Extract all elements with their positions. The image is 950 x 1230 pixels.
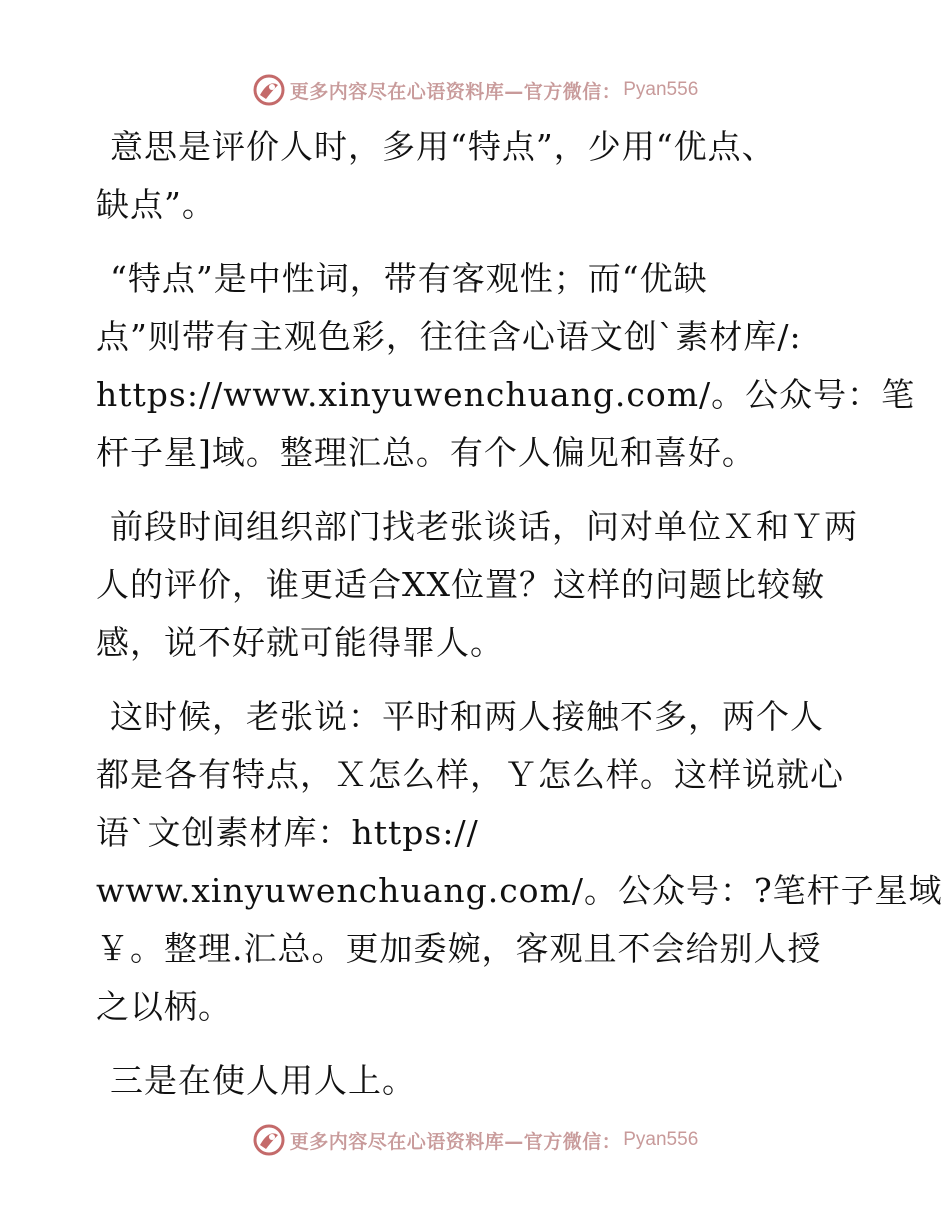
brand-logo-icon (252, 1123, 286, 1157)
document-body (96, 118, 943, 1126)
paragraph-5 (96, 1052, 856, 1110)
text-line: 缺点”。 (96, 185, 216, 224)
banner-text: 更多内容尽在心语资料库—官方微信： (289, 1130, 622, 1153)
paragraph-3 (96, 498, 856, 672)
text-line: ￥。整理.汇总。更加委婉，客观且不会给别人授 (96, 929, 822, 968)
text-line: “特点”是中性词，带有客观性；而“优缺 (110, 259, 708, 298)
paragraph-2 (96, 250, 916, 482)
text-line: 感，说不好就可能得罪人。 (96, 623, 504, 662)
text-line: 语`文创素材库：https:// (96, 813, 479, 852)
text-line: www.xinyuwenchuang.com/。公众号：?笔杆子星域 (96, 871, 943, 910)
footer-watermark-banner (0, 1120, 950, 1160)
text-line: 意思是评价人时，多用“特点”，少用“优点、 (110, 127, 776, 166)
text-line: 这时候，老张说：平时和两人接触不多，两个人 (110, 697, 824, 736)
brand-logo-icon (252, 73, 286, 107)
text-line: 三是在使人用人上。 (110, 1061, 416, 1100)
paragraph-1 (96, 118, 856, 234)
text-line: 杆子星]域。整理汇总。有个人偏见和喜好。 (96, 433, 756, 472)
wechat-id: Pyan556 (623, 1129, 699, 1150)
header-watermark-banner (0, 70, 950, 110)
text-line: 人的评价，谁更适合XX位置？这样的问题比较敏 (96, 565, 825, 604)
text-line: 之以柄。 (96, 987, 232, 1026)
text-line: 前段时间组织部门找老张谈话，问对单位Ｘ和Ｙ两 (110, 507, 858, 546)
text-line: https://www.xinyuwenchuang.com/。公众号：笔 (96, 375, 916, 414)
wechat-id: Pyan556 (623, 79, 699, 100)
paragraph-4 (96, 688, 943, 1036)
banner-text: 更多内容尽在心语资料库—官方微信： (289, 80, 622, 103)
text-line: 都是各有特点，Ｘ怎么样，Ｙ怎么样。这样说就心 (96, 755, 844, 794)
text-line: 点”则带有主观色彩，往往含心语文创`素材库/: (96, 317, 802, 356)
